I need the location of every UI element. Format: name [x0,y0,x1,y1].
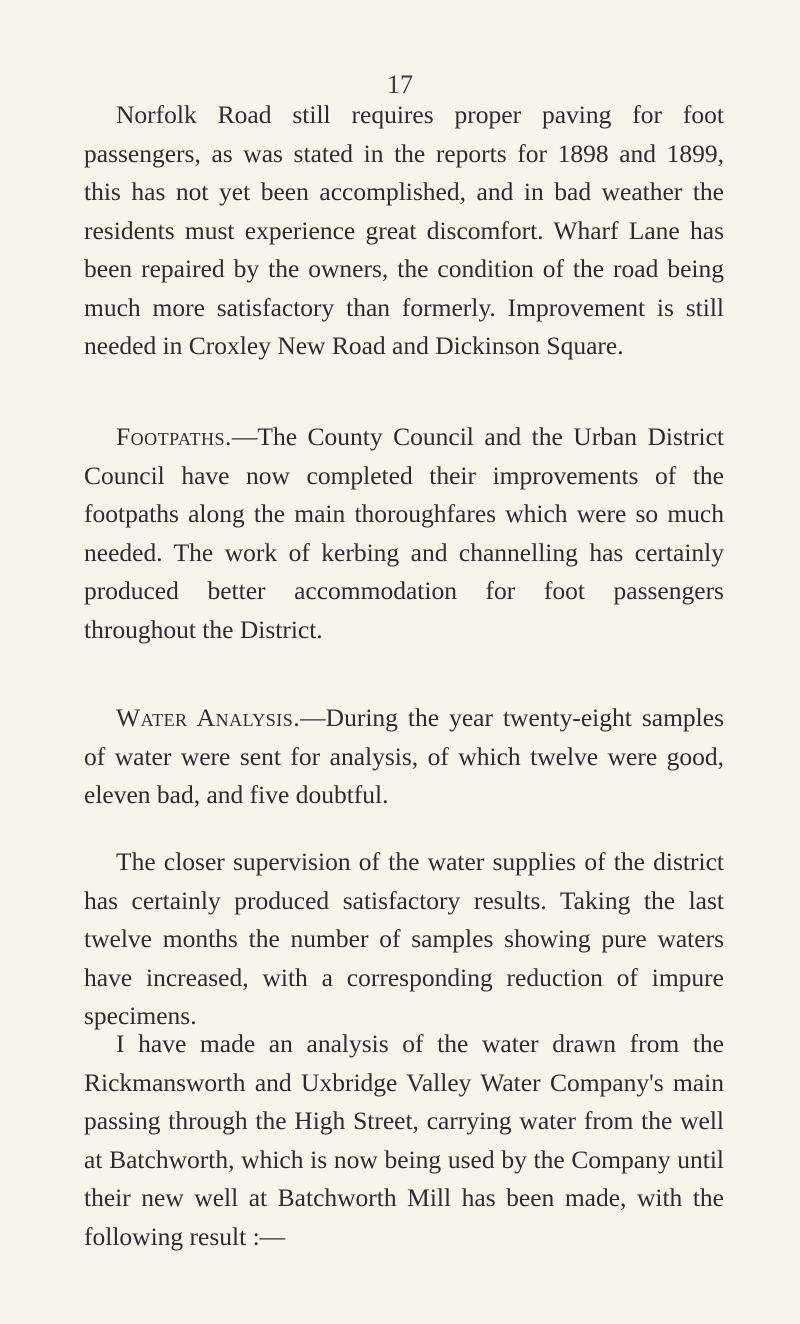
paragraph-analysis-rickmansworth [84,1025,724,1256]
paragraph-water-analysis [84,699,724,815]
paragraph-text: I have made an analysis of the water drawn from the Rickmansworth and Uxbridge Valley Water Company's main passing through the High Street, carrying water from the well at Batchworth, which is now being used by the Company until their new well at Batchworth Mill has been made, with the following result :— [84,1029,724,1251]
paragraph-text: The closer supervision of the water supplies of the district has certainly produced satisfactory results. Taking the last twelve months the number of samples showing pure waters have increased, with a corresponding reduction of impure specimens. [84,847,724,1030]
page-number: 17 [387,70,413,99]
section-heading-water-analysis: Water Analysis. [116,703,301,732]
paragraph-text: —During the year twenty-eight samples of water were sent for analysis, of which twelve were good, eleven bad, and five doubtful. [84,703,724,809]
paragraph-text: —The County Council and the Urban District Council have now completed their improvements of the footpaths along the main thoroughfares which were so much needed. The work of kerbing and channelling has certainly produced better accommodation for foot passengers throughout the District. [84,422,724,644]
paragraph-norfolk-road [84,96,724,366]
paragraph-footpaths [84,418,724,649]
section-heading-footpaths: Footpaths. [116,422,232,451]
paragraph-text: Norfolk Road still requires proper paving for foot passengers, as was stated in the reports for 1898 and 1899, this has not yet been accomplished, and in bad weather the residents must experience great discomfort. Wharf Lane has been repaired by the owners, the condition of the road being much more satisfactory than formerly. Improvement is still needed in Croxley New Road and Dickinson Square. [84,100,724,360]
paragraph-water-supervision [84,843,724,1036]
